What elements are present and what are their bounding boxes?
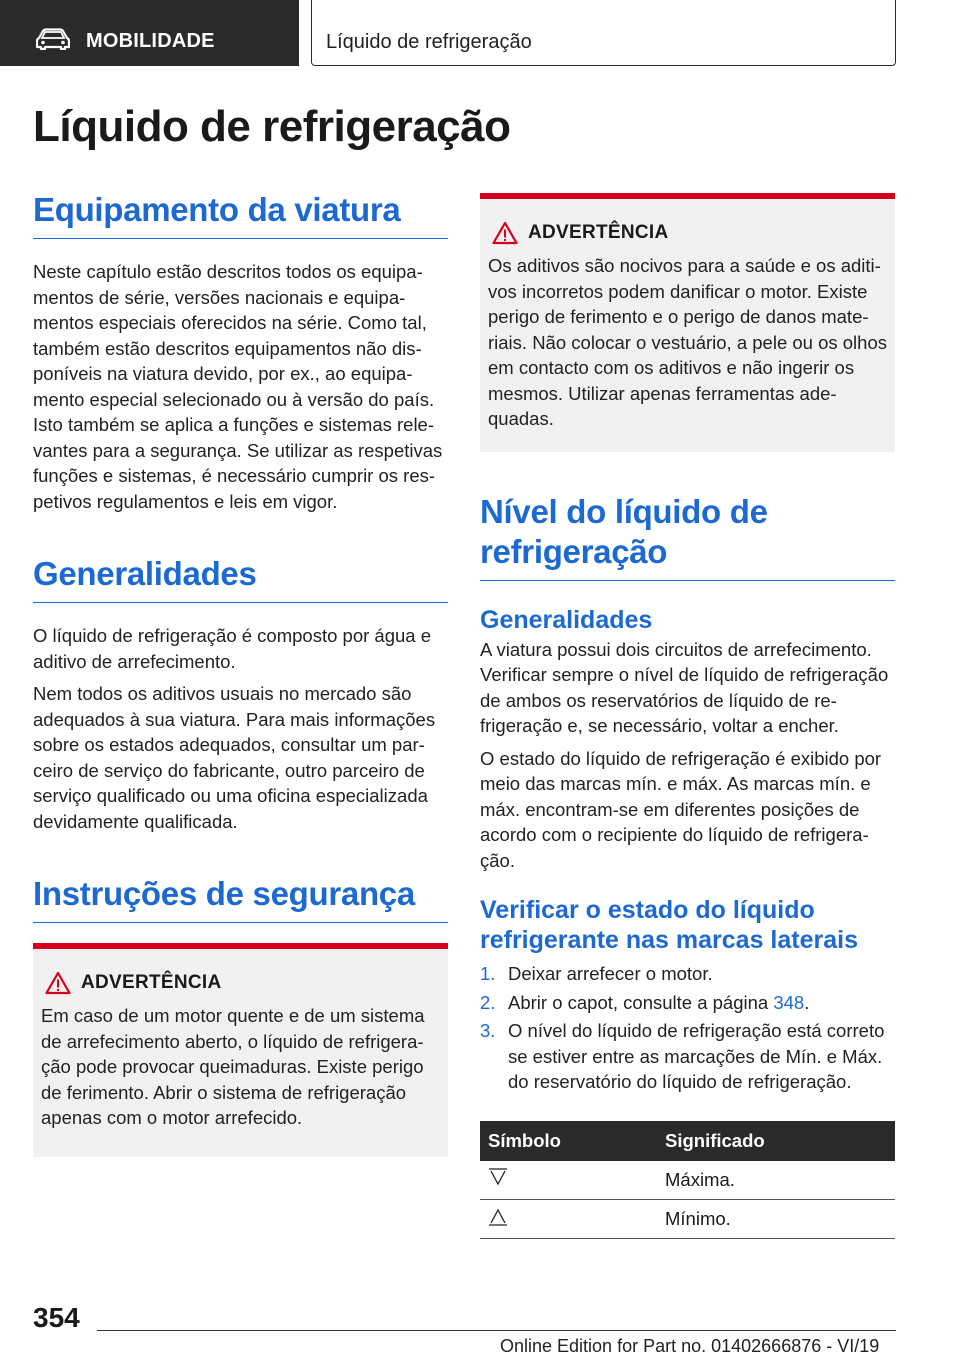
step-text-prefix: Abrir o capot, consulte a página <box>508 991 774 1013</box>
check-level-subheading: Verificar o estado do líquido refrigerante nas marcas laterais <box>480 896 858 954</box>
warning-box-additives <box>480 193 895 452</box>
step-number: 2. <box>480 991 496 1013</box>
step-text-suffix: . <box>804 991 810 1013</box>
list-item <box>480 961 895 987</box>
step-text <box>508 990 809 1016</box>
coolant-level-heading: Nível do líquido de refrigeração <box>480 492 895 581</box>
min-mark-icon <box>488 1207 508 1227</box>
header-category-tab[interactable] <box>0 0 299 66</box>
page-reference-link[interactable]: 348 <box>773 991 805 1013</box>
general-paragraph-2: Nem todos os aditivos usuais no mercado são adequados à sua viatura. Para mais informações sobre os estados adequados, consultar um parceiro de serviço do fabricante, outro parceiro de serviço qualificado ou uma oficina especializada devidamente qualificada. <box>33 683 436 832</box>
table-row <box>480 1200 895 1239</box>
warning-text: Os aditivos são nocivos para a saúde e os aditivos incorretos podem danificar o motor. Existe perigo de ferimento e o perigo de danos materiais. Não colocar o vestuário, a pele ou os olhos em contacto com os aditivos e não ingerir os mesmos. Utilizar apenas ferramentas adequadas. <box>488 255 887 429</box>
general-heading: Generalidades <box>33 554 448 603</box>
page-title: Líquido de refrigeração <box>33 102 511 151</box>
general-subheading: Generalidades <box>480 605 653 634</box>
warning-triangle-icon <box>492 221 518 245</box>
equipment-paragraph: Neste capítulo estão descritos todos os equipamentos de série, versões nacionais e equipamentos especiais oferecidos na série. Como tal, também estão descritos equipamentos não disponíveis na viatura devido, por ex., ao equipamento especial selecionado ou à versão do país. Isto também se aplica a funções e sistemas relevantes para a segurança. Se utilizar as respetivas funções e sistemas, é necessário cumprir os respetivos regulamentos e leis em vigor. <box>33 261 443 512</box>
car-icon <box>36 28 70 50</box>
column-header-meaning: Significado <box>657 1121 895 1161</box>
equipment-heading: Equipamento da viatura <box>33 190 448 239</box>
list-item <box>480 990 895 1016</box>
warning-text: Em caso de um motor quente e de um sistema de arrefecimento aberto, o líquido de refrigeração pode provocar queimaduras. Existe perigo de ferimento. Abrir o sistema de refrigeração apenas com o motor arrefecido. <box>41 1005 425 1128</box>
table-row <box>480 1161 895 1200</box>
warning-box-burn <box>33 943 448 1157</box>
max-mark-icon <box>488 1167 508 1187</box>
warning-header <box>41 971 440 995</box>
header-category-label: MOBILIDADE <box>86 30 215 52</box>
step-text: O nível do líquido de refrigeração está correto se estiver entre as marcações de Mín. e Máx. do reservatório do líquido de refrigeração. <box>508 1020 885 1092</box>
general-paragraph-1: O líquido de refrigeração é composto por água e aditivo de arrefecimento. <box>33 625 431 672</box>
steps-list <box>480 961 895 1095</box>
header-section-title: Líquido de refrigeração <box>326 31 532 53</box>
warning-header <box>488 221 887 245</box>
symbol-cell <box>480 1200 657 1239</box>
list-item <box>480 1018 895 1095</box>
footer-divider <box>97 1330 896 1331</box>
safety-heading: Instruções de segurança <box>33 874 448 923</box>
footer-edition: Online Edition for Part no. 01402666876 - VI/19 <box>500 1336 880 1356</box>
symbol-cell <box>480 1161 657 1200</box>
warning-label: ADVERTÊNCIA <box>528 222 669 243</box>
meaning-cell: Máxima. <box>657 1161 895 1200</box>
level-paragraph-1: A viatura possui dois circuitos de arrefecimento. Verificar sempre o nível de líquido de refrigeração de ambos os reservatórios de líquido de refrigeração e, se necessário, voltar a encher. <box>480 638 889 736</box>
meaning-cell: Mínimo. <box>657 1200 895 1239</box>
step-text: Deixar arrefecer o motor. <box>508 963 713 984</box>
level-paragraph-2: O estado do líquido de refrigeração é exibido por meio das marcas mín. e máx. As marcas mín. e máx. encontram-se em diferentes posições de acordo com o recipiente do líquido de refrigeração. <box>480 747 882 871</box>
column-header-symbol: Símbolo <box>480 1121 657 1161</box>
table-header-row <box>480 1121 895 1161</box>
left-column <box>33 190 448 1157</box>
step-number: 1. <box>480 963 496 984</box>
warning-label: ADVERTÊNCIA <box>81 972 222 993</box>
page-number: 354 <box>33 1302 80 1333</box>
right-column <box>480 193 895 1239</box>
symbol-table <box>480 1121 895 1240</box>
step-number: 3. <box>480 1020 496 1041</box>
warning-triangle-icon <box>45 971 71 995</box>
